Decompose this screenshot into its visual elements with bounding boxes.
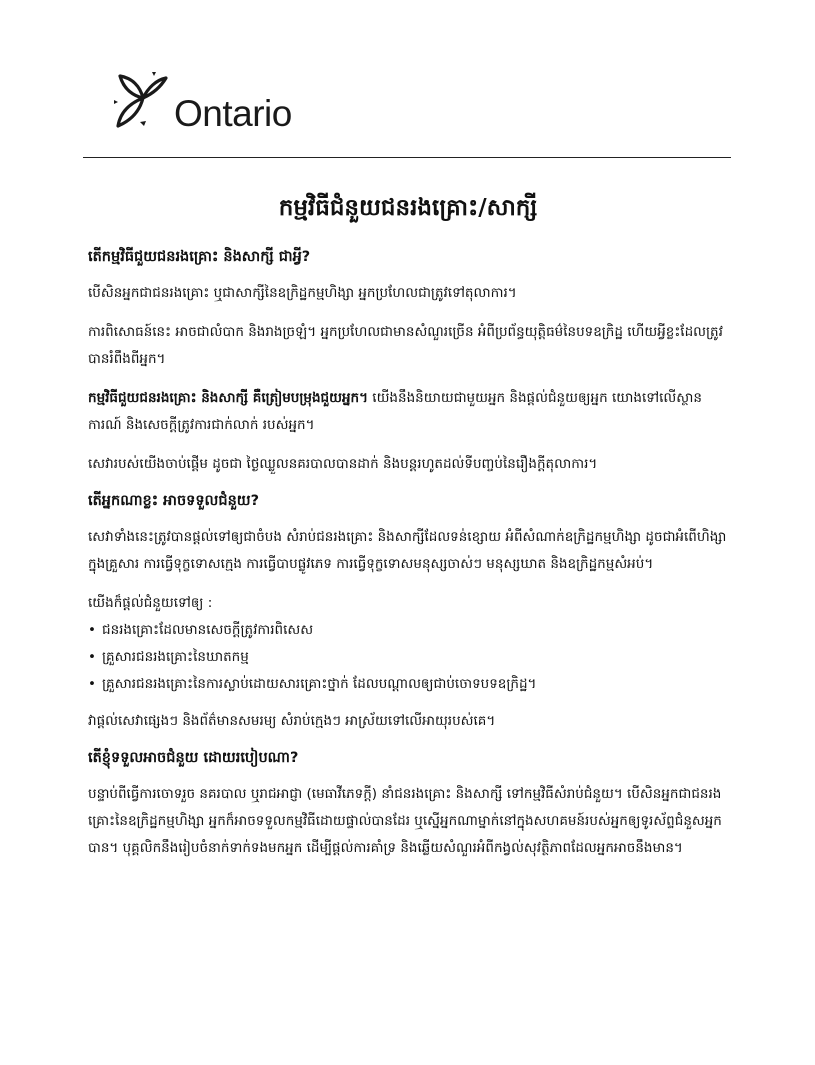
paragraph: បើសិនអ្នកជាជនរងគ្រោះ ឬជាសាក្សីនៃឧក្រិដ្ឋកម្មហិង្សា អ្នកប្រហែលជាត្រូវទៅតុលាការ។ (88, 285, 517, 301)
document-body (88, 192, 728, 874)
paragraph: វាផ្តល់សេវាផ្សេងៗ និងព័ត៌មានសមរម្យ សំរាប់ក្មេងៗ អាស្រ័យទៅលើអាយុរបស់គេ។ (88, 713, 496, 729)
bold-lead: កម្មវិធីជួយជនរងគ្រោះ និងសាក្សី គឺត្រៀមបម្រុងជួយអ្នក។ (88, 390, 368, 406)
paragraph: បន្ទាប់ពីធ្វើការចោទរួច នគរបាល ឬរាជអាជ្ញា (មេធាវីភេទក្តី) នាំជនរងគ្រោះ និងសាក្សី ទៅកម្មវិធីសំរាប់ជំនួយ។ បើសិនអ្នកជាជនរងគ្រោះនៃឧក្រិដ្ឋកម្មហិង្សា អ្នកក៏អាចទទួលកម្មវិធីដោយផ្ទាល់បានដែរ ឬស្នើអ្នកណាម្នាក់នៅក្នុងសហគមន៍របស់អ្នកឲ្យទូរស័ព្ទជំនួសអ្នកបាន។ បុគ្គលិកនឹងរៀបចំនាក់ទាក់ទងមកអ្នក ដើម្បីផ្តល់ការគាំទ្រ និងឆ្លើយសំណួរអំពីកង្វល់សុវត្ថិភាពដែលអ្នកអាចនឹងមាន។ (88, 786, 722, 856)
header-divider (83, 157, 731, 158)
paragraph (88, 385, 728, 439)
paragraph: សេវាទាំងនេះត្រូវបានផ្តល់ទៅឲ្យជាចំបង សំរាប់ជនរងគ្រោះ និងសាក្សីដែលទន់ខ្សោយ អំពីសំណាក់ឧក្រិដ្ឋកម្មហិង្សា ដូចជាអំពើហិង្សាក្នុងគ្រួសារ ការធ្វើទុក្ខទោសក្មេង ការធ្វើបាបផ្លូវភេទ ការធ្វើទុក្ខទោសមនុស្សចាស់ៗ មនុស្សឃាត និងឧក្រិដ្ឋកម្មសំអប់។ (88, 529, 727, 572)
list-intro: យើងក៏ផ្តល់ជំនួយទៅឲ្យ : (88, 595, 213, 611)
paragraph: សេវារបស់យើងចាប់ផ្តើម ដូចជា ថ្ងៃឈ្លួលនគរបាលបានដាក់ និងបន្តរហូតដល់ទីបញ្ចប់នៃរឿងក្តីតុលាការ។ (88, 456, 598, 472)
section-heading-what: តើកម្មវិធីជួយជនរងគ្រោះ និងសាក្សី ជាអ្វី? (88, 249, 311, 265)
page-title: កម្មវិធីជំនួយជនរងគ្រោះ/សាក្សី (278, 195, 538, 221)
paragraph-rest: យើងនឹងនិយាយជាមួយអ្នក និងផ្តល់ជំនួយឲ្យអ្នក យោងទៅលើស្ថានការណ៍ និងសេចក្តីត្រូវការជាក់លាក់ របស់អ្នក។ (88, 390, 702, 433)
logo-wordmark: Ontario (174, 93, 292, 134)
paragraph: ការពិសោធន៍នេះ អាចជាលំបាក និងរាងច្រឡំ។ អ្នកប្រហែលជាមានសំណួរច្រើន អំពីប្រព័ន្ធយុត្តិធម៌នៃបទឧក្រិដ្ឋ ហើយអ្វីខ្លះដែលត្រូវបានរំពឹងពីអ្នក។ (88, 324, 723, 367)
list-item: • គ្រួសារជនរងគ្រោះនៃឃាតកម្ម (88, 644, 728, 671)
bullet-list (88, 617, 728, 698)
trillium-icon (110, 70, 176, 132)
list-item: • ជនរងគ្រោះដែលមានសេចក្តីត្រូវការពិសេស (88, 617, 728, 644)
section-heading-how: តើខ្ញុំទទួលអាចជំនួយ ដោយរបៀបណា? (88, 750, 299, 766)
section-heading-who: តើអ្នកណាខ្លះ អាចទទួលជំនួយ? (88, 493, 259, 509)
list-item: • គ្រួសារជនរងគ្រោះនៃការស្លាប់ដោយសារគ្រោះថ្នាក់ ដែលបណ្តាលឲ្យជាប់ចោទបទឧក្រិដ្ឋ។ (88, 671, 728, 698)
ontario-logo[interactable] (110, 70, 292, 132)
